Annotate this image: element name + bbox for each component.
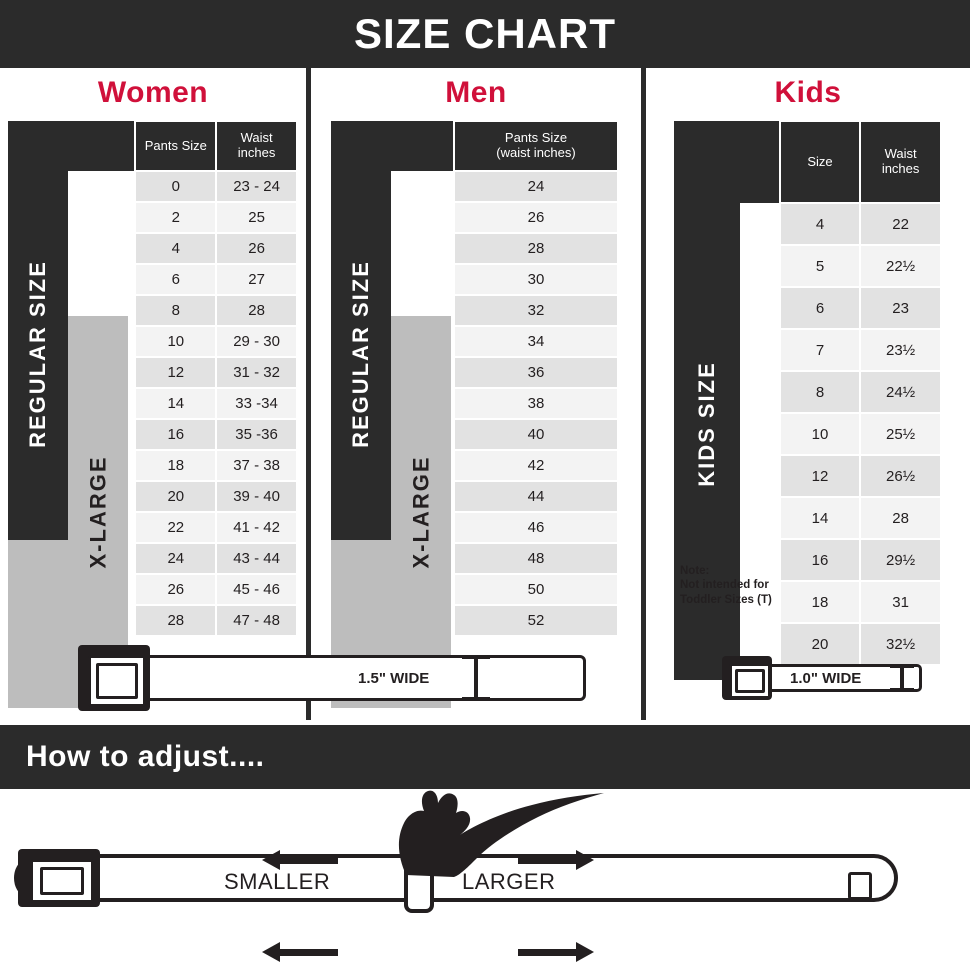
women-heading: Women (97, 76, 209, 109)
table-row: 4 26 (8, 233, 297, 264)
table-row: 6 27 (8, 264, 297, 295)
kids-table-body (674, 203, 941, 665)
women-header-waist-inches: Waist inches (216, 121, 297, 171)
howto-diagram (0, 789, 970, 971)
table-row: 20 39 - 40 (8, 481, 297, 512)
table-row: 32 (331, 295, 618, 326)
adjust-belt-buckle-core (40, 867, 84, 895)
adult-belt-strap (78, 655, 586, 701)
table-row: 0 23 - 24 (8, 171, 297, 202)
table-row: 16 35 -36 (8, 419, 297, 450)
table-row: 16 29½ (674, 539, 941, 581)
adult-belt-diagram (0, 638, 641, 718)
kids-belt-buckle-core (735, 669, 765, 693)
table-row: 6 23 (674, 287, 941, 329)
page-title: SIZE CHART (354, 10, 616, 57)
kids-header-size: Size (780, 121, 860, 203)
women-header-pants-size: Pants Size (135, 121, 216, 171)
kids-header-spacer (674, 121, 780, 203)
women-table-body (8, 171, 297, 636)
table-row: 8 28 (8, 295, 297, 326)
table-row: 46 (331, 512, 618, 543)
table-row: 2 25 (8, 202, 297, 233)
table-row: 48 (331, 543, 618, 574)
kids-column (646, 68, 970, 720)
kids-header-waist-inches: Waist inches (860, 121, 941, 203)
men-band-x-large: X-LARGE (391, 316, 451, 708)
adult-dim-bottom (462, 697, 490, 701)
men-table-header-row (331, 121, 618, 171)
kids-band-kids-size: KIDS SIZE (674, 168, 740, 680)
table-row: 22 41 - 42 (8, 512, 297, 543)
table-row: 7 23½ (674, 329, 941, 371)
table-row: 18 31 (674, 581, 941, 623)
women-table-header-row (8, 121, 297, 171)
table-row: 10 29 - 30 (8, 326, 297, 357)
table-row: 4 22 (674, 203, 941, 245)
adult-belt-buckle-core (96, 663, 138, 699)
kids-table (674, 120, 942, 666)
table-row: 40 (331, 419, 618, 450)
table-row: 20 32½ (674, 623, 941, 665)
adult-dim-line (474, 655, 478, 701)
table-row: 34 (331, 326, 618, 357)
men-column (311, 68, 641, 720)
page-title-bar (0, 0, 970, 68)
men-header-spacer (331, 121, 454, 171)
howto-title: How to adjust.... (26, 740, 265, 773)
howto-title-bar (0, 725, 970, 789)
table-row: 30 (331, 264, 618, 295)
adult-belt-width-label: 1.5" WIDE (358, 670, 430, 687)
men-heading: Men (445, 76, 507, 109)
table-row: 26 45 - 46 (8, 574, 297, 605)
table-row: 12 26½ (674, 455, 941, 497)
kids-table-header-row (674, 121, 941, 203)
men-table-body (331, 171, 618, 636)
kids-dim-bottom (890, 688, 914, 692)
table-row: 10 25½ (674, 413, 941, 455)
table-row: 36 (331, 357, 618, 388)
kids-heading: Kids (774, 76, 842, 109)
table-row: 24 43 - 44 (8, 543, 297, 574)
table-row: 18 37 - 38 (8, 450, 297, 481)
table-row: 28 47 - 48 (8, 605, 297, 636)
table-row: 14 28 (674, 497, 941, 539)
men-band-regular-size: REGULAR SIZE (331, 168, 391, 540)
kids-note: Note: Not intended for Toddler Sizes (T) (680, 565, 772, 606)
table-row: 28 (331, 233, 618, 264)
table-row: 50 (331, 574, 618, 605)
women-table (8, 120, 298, 637)
women-column (0, 68, 306, 720)
women-header-spacer (8, 121, 135, 171)
men-table (331, 120, 619, 637)
women-band-x-large: X-LARGE (68, 316, 128, 708)
larger-label: LARGER (462, 869, 556, 894)
table-row: 26 (331, 202, 618, 233)
table-row: 8 24½ (674, 371, 941, 413)
size-columns (0, 68, 970, 720)
table-row: 38 (331, 388, 618, 419)
belt-hole-icon (848, 872, 872, 900)
table-row: 14 33 -34 (8, 388, 297, 419)
women-band-regular-size: REGULAR SIZE (8, 168, 68, 540)
men-header-pants-size: Pants Size (waist inches) (454, 121, 618, 171)
hand-icon (368, 787, 608, 877)
kids-belt-diagram (646, 646, 970, 710)
kids-belt-width-label: 1.0" WIDE (790, 670, 862, 687)
table-row: 5 22½ (674, 245, 941, 287)
table-row: 52 (331, 605, 618, 636)
table-row: 24 (331, 171, 618, 202)
table-row: 42 (331, 450, 618, 481)
table-row: 44 (331, 481, 618, 512)
table-row: 12 31 - 32 (8, 357, 297, 388)
smaller-label: SMALLER (224, 869, 331, 894)
